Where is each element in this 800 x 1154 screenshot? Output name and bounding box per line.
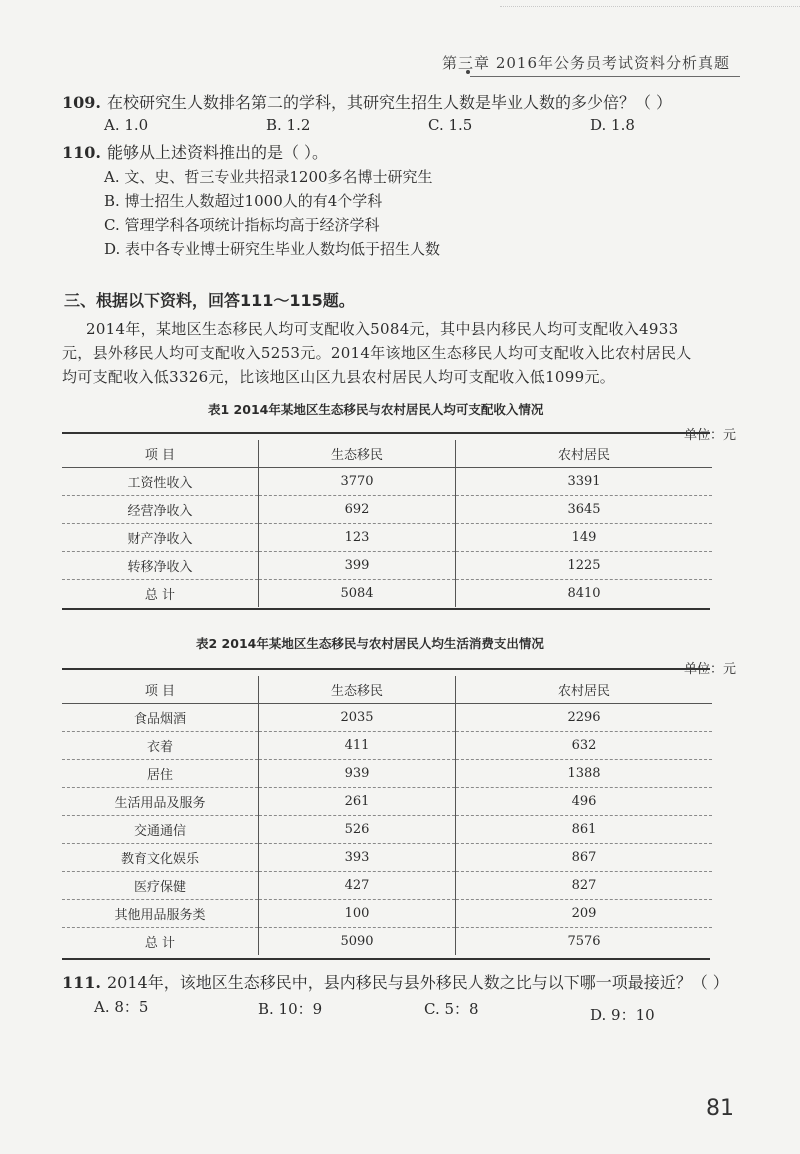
rural-resident-value: 632 — [456, 732, 713, 760]
row-label: 教育文化娱乐 — [62, 844, 259, 872]
row-label: 经营净收入 — [62, 496, 259, 524]
question-text: 在校研究生人数排名第二的学科，其研究生招生人数是毕业人数的多少倍？（ ） — [106, 93, 673, 112]
header-eco-migrant: 生态移民 — [259, 676, 456, 704]
question-number: 109. — [62, 93, 101, 112]
table-row — [62, 524, 712, 552]
rural-resident-value: 1388 — [456, 760, 713, 788]
rural-resident-value: 1225 — [456, 552, 713, 580]
table2 — [62, 676, 712, 955]
row-label: 总 计 — [62, 580, 259, 608]
eco-migrant-value: 411 — [259, 732, 456, 760]
row-label: 交通通信 — [62, 816, 259, 844]
section-heading: 三、根据以下资料，回答111～115题。 — [64, 291, 355, 310]
question-number: 111. — [62, 973, 101, 992]
header-item: 项 目 — [62, 440, 259, 468]
question-number: 110. — [62, 143, 101, 162]
question-109 — [62, 90, 672, 113]
row-label: 食品烟酒 — [62, 704, 259, 732]
paragraph-line-1: 2014年，某地区生态移民人均可支配收入5084元，其中县内移民人均可支配收入4933 — [86, 320, 679, 338]
rural-resident-value: 861 — [456, 816, 713, 844]
table2-unit: 单位：元 — [683, 662, 736, 677]
eco-migrant-value: 526 — [259, 816, 456, 844]
row-label: 医疗保健 — [62, 872, 259, 900]
eco-migrant-value: 692 — [259, 496, 456, 524]
table-row — [62, 788, 712, 816]
eco-migrant-value: 5090 — [259, 928, 456, 956]
rural-resident-value: 7576 — [567, 934, 601, 949]
option-110-c: C. 管理学科各项统计指标均高于经济学科 — [104, 216, 380, 234]
scan-noise-divider — [500, 6, 800, 13]
header-rule — [470, 76, 740, 77]
header-item: 项 目 — [62, 676, 259, 704]
running-header: 第三章 2016年公务员考试资料分析真题 — [442, 54, 730, 72]
option-111-c: C. 5：8 — [424, 1000, 479, 1018]
table-header-row — [62, 440, 712, 468]
table-row — [62, 900, 712, 928]
table1 — [62, 440, 712, 607]
table-row — [62, 760, 712, 788]
table-row — [62, 704, 712, 732]
table-header-row — [62, 676, 712, 704]
rural-resident-value: 2296 — [456, 704, 713, 732]
row-label: 转移净收入 — [62, 552, 259, 580]
row-label: 总 计 — [62, 928, 259, 956]
eco-migrant-value: 5084 — [259, 580, 456, 608]
paragraph-line-2: 元，县外移民人均可支配收入5253元。2014年该地区生态移民人均可支配收入比农村居民人 — [62, 344, 692, 362]
option-111-b: B. 10：9 — [258, 1000, 323, 1018]
option-110-a: A. 文、史、哲三专业共招录1200多名博士研究生 — [104, 168, 433, 186]
table-row — [62, 872, 712, 900]
table-row — [62, 468, 712, 496]
question-text: 2014年，该地区生态移民中，县内移民与县外移民人数之比与以下哪一项最接近？（ ） — [106, 973, 729, 992]
paragraph-line-3: 均可支配收入低3326元，比该地区山区九县农村居民人均可支配收入低1099元。 — [62, 368, 616, 386]
eco-migrant-value: 2035 — [259, 704, 456, 732]
table2-caption: 表2 2014年某地区生态移民与农村居民人均生活消费支出情况 — [196, 636, 544, 651]
option-110-d: D. 表中各专业博士研究生毕业人数均低于招生人数 — [104, 240, 441, 258]
eco-migrant-value: 393 — [259, 844, 456, 872]
option-109-b: B. 1.2 — [266, 116, 311, 134]
table-row — [62, 496, 712, 524]
rural-resident-value: 827 — [456, 872, 713, 900]
option-111-a: A. 8：5 — [94, 998, 149, 1016]
eco-migrant-value: 261 — [259, 788, 456, 816]
row-label: 衣着 — [62, 732, 259, 760]
option-109-a: A. 1.0 — [104, 116, 149, 134]
row-label: 财产净收入 — [62, 524, 259, 552]
eco-migrant-value: 939 — [259, 760, 456, 788]
rural-resident-value: 209 — [456, 900, 713, 928]
option-110-b: B. 博士招生人数超过1000人的有4个学科 — [104, 192, 383, 210]
eco-migrant-value: 3770 — [259, 468, 456, 496]
table-row — [62, 816, 712, 844]
table-row — [62, 844, 712, 872]
table1-caption: 表1 2014年某地区生态移民与农村居民人均可支配收入情况 — [208, 402, 544, 417]
rural-resident-value: 496 — [456, 788, 713, 816]
row-label: 居住 — [62, 760, 259, 788]
rural-resident-value: 867 — [456, 844, 713, 872]
rural-resident-value: 3645 — [456, 496, 713, 524]
row-label: 工资性收入 — [62, 468, 259, 496]
row-label: 其他用品服务类 — [62, 900, 259, 928]
table-total-row — [62, 928, 712, 956]
table-row — [62, 552, 712, 580]
header-eco-migrant: 生态移民 — [259, 440, 456, 468]
rural-resident-value: 8410 — [567, 586, 601, 601]
eco-migrant-value: 123 — [259, 524, 456, 552]
header-rural-resident: 农村居民 — [456, 676, 713, 704]
eco-migrant-value: 100 — [259, 900, 456, 928]
eco-migrant-value: 427 — [259, 872, 456, 900]
question-text: 能够从上述资料推出的是（ ）。 — [106, 143, 329, 162]
table-total-row — [62, 580, 712, 608]
option-109-d: D. 1.8 — [590, 116, 635, 134]
table-row — [62, 732, 712, 760]
page-number: 81 — [706, 1096, 734, 1121]
header-rural-resident: 农村居民 — [456, 440, 713, 468]
table1-unit: 单位：元 — [683, 428, 736, 443]
question-111 — [62, 970, 729, 993]
eco-migrant-value: 399 — [259, 552, 456, 580]
rural-resident-value: 3391 — [456, 468, 713, 496]
option-111-d: D. 9：10 — [590, 1006, 655, 1024]
row-label: 生活用品及服务 — [62, 788, 259, 816]
rural-resident-value: 149 — [456, 524, 713, 552]
option-109-c: C. 1.5 — [428, 116, 473, 134]
question-110 — [62, 140, 328, 163]
